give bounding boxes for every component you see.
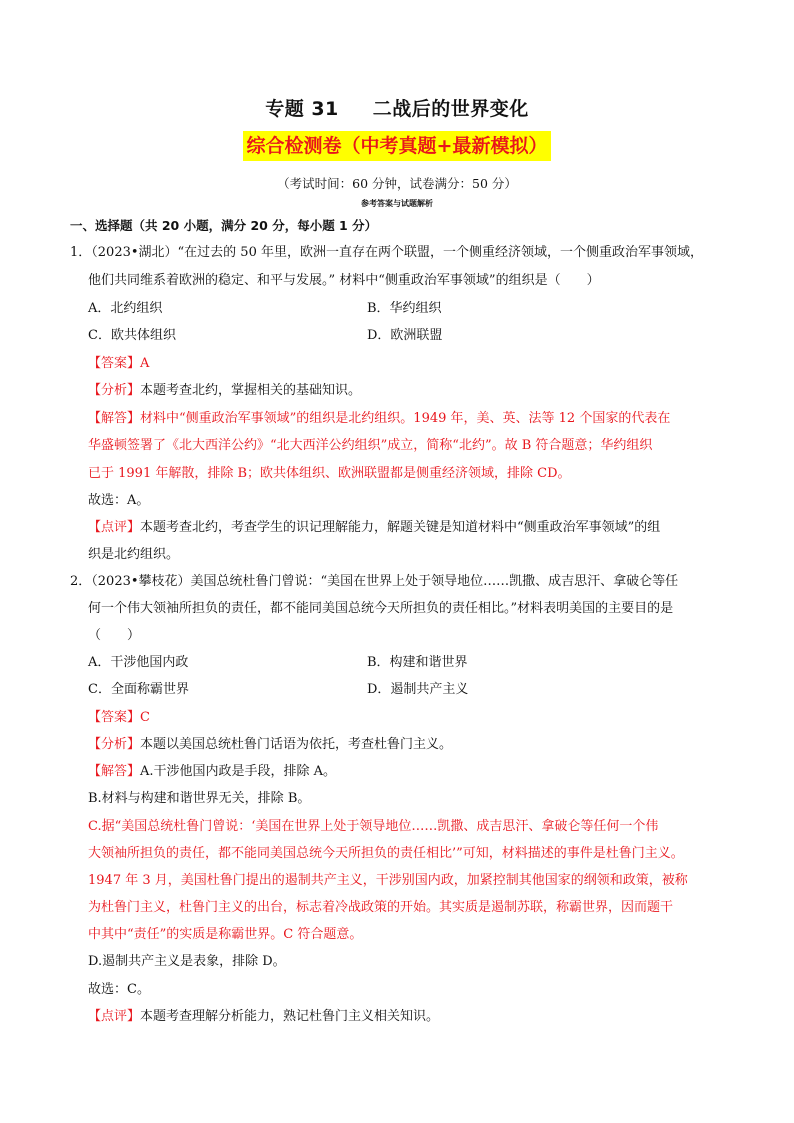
q2-solution-a <box>88 763 336 781</box>
q2-solution-c-line4: 为杜鲁门主义，杜鲁门主义的出台，标志着冷战政策的开始。其实质是遏制苏联，称霸世界，因而题干 <box>88 900 674 915</box>
exam-time-info: （考试时间：60 分钟，试卷满分：50 分） <box>277 176 517 191</box>
q1-solution-line1 <box>88 410 670 428</box>
q2-stem-line1: 2．（2023•攀枝花）美国总统杜鲁门曾说：“美国在世界上处于领导地位……凯撒、成吉思汗、拿破仑等任 <box>70 574 679 589</box>
q2-option-b: B．构建和谐世界 <box>367 655 468 670</box>
analysis-tag: 【分析】 <box>88 737 141 752</box>
q2-answer <box>88 709 150 727</box>
comment-text: 本题考查理解分析能力，熟记杜鲁门主义相关知识。 <box>140 1009 440 1024</box>
section-heading: 一、选择题（共 20 小题，满分 20 分，每小题 1 分） <box>70 218 378 233</box>
comment-tag: 【点评】 <box>88 520 141 535</box>
q2-solution-b: B.材料与构建和谐世界无关，排除 B。 <box>88 791 311 806</box>
q2-option-a: A．干涉他国内政 <box>88 655 189 670</box>
q1-answer <box>88 355 149 373</box>
answer-reference-heading: 参考答案与试题解析 <box>361 199 433 208</box>
answer-value: C <box>140 710 150 725</box>
solution-text: A.干涉他国内政是手段，排除 A。 <box>140 764 337 779</box>
q1-comment-line2: 织是北约组织。 <box>88 547 180 562</box>
solution-text: 材料中“侧重政治军事领域”的组织是北约组织。1949 年，美、英、法等 12 个国家的代表在 <box>140 411 671 426</box>
comment-text: 本题考查北约，考查学生的识记理解能力，解题关键是知道材料中“侧重政治军事领域”的组 <box>140 520 661 535</box>
analysis-tag: 【分析】 <box>88 383 141 398</box>
q1-stem-line2: 他们共同维系着欧洲的稳定、和平与发展。” 材料中“侧重政治军事领域”的组织是（ ） <box>88 273 600 288</box>
q2-solution-c-line3: 1947 年 3 月，美国杜鲁门提出的遏制共产主义，干涉别国内政，加紧控制其他国家的纲领和政策，被称 <box>88 873 688 888</box>
q1-comment-line1 <box>88 519 660 537</box>
q1-solution-line2: 华盛顿签署了《北大西洋公约》“北大西洋公约组织”成立，简称“北约”。故 B 符合题意；华约组织 <box>88 438 653 453</box>
q2-solution-c-line5: 中其中“责任”的实质是称霸世界。C 符合题意。 <box>88 927 363 942</box>
title-main: 二战后的世界变化 <box>372 98 529 120</box>
analysis-text: 本题以美国总统杜鲁门话语为依托，考查杜鲁门主义。 <box>140 737 453 752</box>
q1-choose: 故选：A。 <box>88 493 150 508</box>
q2-analysis <box>88 736 452 754</box>
q1-analysis <box>88 382 361 400</box>
q2-solution-d: D.遏制共产主义是表象，排除 D。 <box>88 954 286 969</box>
q2-solution-c-line1: C.据“美国总统杜鲁门曾说：‘美国在世界上处于领导地位……凯撒、成吉思汗、拿破仑等任何一个伟 <box>88 819 659 834</box>
answer-value: A <box>140 356 150 371</box>
q2-option-d: D．遏制共产主义 <box>367 682 469 697</box>
page-title <box>0 94 794 121</box>
q1-option-c: C．欧共体组织 <box>88 328 176 343</box>
analysis-text: 本题考查北约，掌握相关的基础知识。 <box>140 383 362 398</box>
q2-stem-line2: 何一个伟大领袖所担负的责任，都不能同美国总统今天所担负的责任相比。”材料表明美国的主要目的是 <box>88 601 674 616</box>
q2-option-c: C．全面称霸世界 <box>88 682 189 697</box>
q2-comment <box>88 1008 439 1026</box>
q1-option-d: D．欧洲联盟 <box>367 328 443 343</box>
q1-stem-line1: 1．（2023•湖北）“在过去的 50 年里，欧洲一直存在两个联盟，一个侧重经济领域，一个侧重政治军事领域， <box>70 245 703 260</box>
q1-option-b: B．华约组织 <box>367 301 442 316</box>
answer-tag: 【答案】 <box>88 356 141 371</box>
solution-tag: 【解答】 <box>88 411 141 426</box>
q1-option-a: A．北约组织 <box>88 301 163 316</box>
q2-stem-line3: （ ） <box>88 628 141 643</box>
solution-tag: 【解答】 <box>88 764 141 779</box>
q2-solution-c-line2: 大领袖所担负的责任，都不能同美国总统今天所担负的责任相比’”可知，材料描述的事件是杜鲁门主义。 <box>88 846 684 861</box>
answer-tag: 【答案】 <box>88 710 141 725</box>
q1-solution-line3: 已于 1991 年解散，排除 B；欧共体组织、欧洲联盟都是侧重经济领域，排除 CD。 <box>88 466 571 481</box>
q2-choose: 故选：C。 <box>88 982 150 997</box>
title-topic: 专题 31 <box>265 98 339 120</box>
page-subtitle: 综合检测卷（中考真题+最新模拟） <box>243 131 552 161</box>
comment-tag: 【点评】 <box>88 1009 141 1024</box>
